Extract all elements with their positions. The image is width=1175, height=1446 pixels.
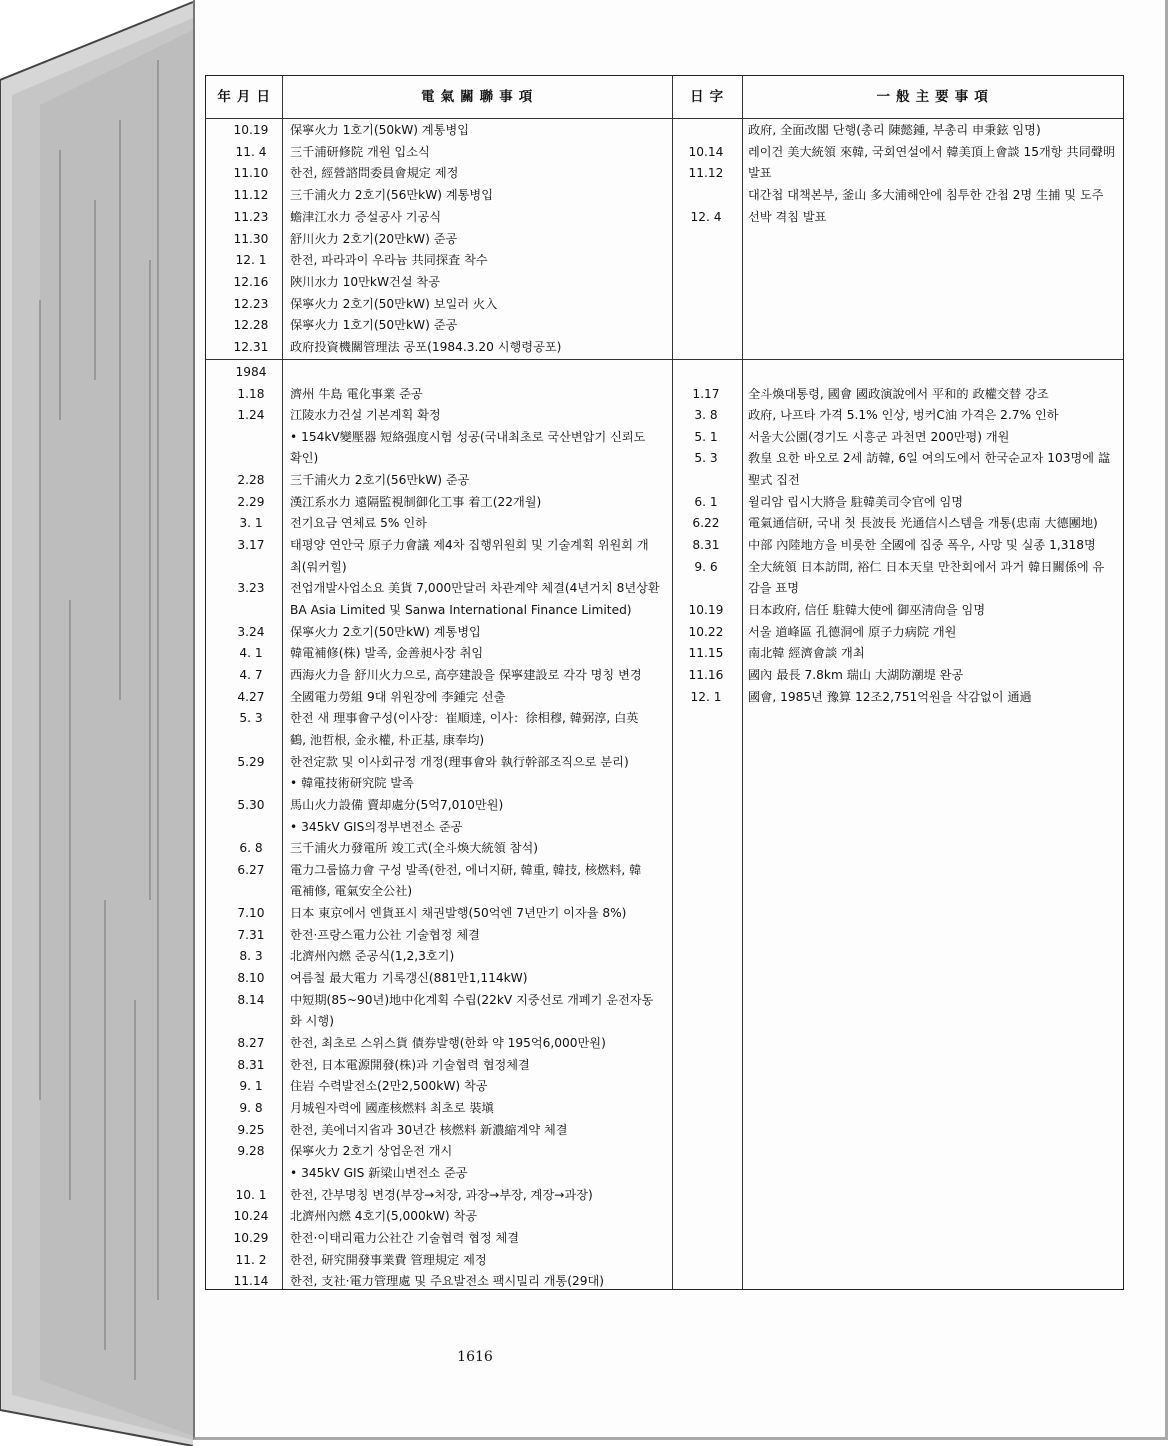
event-text: 대간첩 대책본부, 釜山 多大浦해안에 침투한 간첩 2명 生捕 및 도주 [748,188,1104,203]
event-date: 11.23 [233,209,269,224]
year-row [206,362,1123,384]
table-row [206,1206,1123,1228]
event-date: 5.30 [237,797,265,812]
event-text: 레이건 美大統領 來韓, 국회연설에서 韓美頂上會談 15개항 共同聲明 [748,144,1116,159]
event-date: 7.31 [237,927,265,942]
event-text: 한전, 經營諮問委員會規定 제정 [290,166,459,181]
event-text: 한전, 美에너지省과 30년간 核燃料 新濃縮계약 체결 [290,1122,568,1137]
table-row [206,968,1123,990]
table-row [206,535,1123,557]
event-text: 住岩 수력발전소(2만2,500kW) 착공 [290,1079,488,1094]
table-row [206,142,1123,164]
header-divider [206,118,1123,119]
table-row [206,990,1123,1012]
event-text: 태평양 연안국 原子力會議 제4차 집행위원회 및 기술계획 위원회 개 [290,538,649,553]
event-date: 12. 4 [690,209,722,224]
event-text: 한전 새 理事會구성(이사장：崔順達, 이사：徐相穆, 韓弼淳, 白英 [290,711,639,726]
table-row [206,1098,1123,1120]
event-date: 11. 4 [235,144,267,159]
table-row [206,294,1123,316]
event-date: 6. 1 [694,494,718,509]
event-text: 全大統領 日本訪問, 裕仁 日本天皇 만찬회에서 과거 韓日關係에 유 [748,559,1105,574]
event-text: 西海火力을 舒川火力으로, 高亭建設을 保寧建設로 각각 명칭 변경 [290,667,642,682]
table-row [206,1076,1123,1098]
event-date: 11.14 [233,1274,269,1289]
event-text: 윌리암 립시大將을 駐韓美司令官에 임명 [748,494,964,509]
event-text: 한전, 日本電源開發(株)과 기술협력 협정체결 [290,1057,530,1072]
table-row [206,272,1123,294]
event-date: 11.15 [688,646,724,661]
event-date: 7.10 [237,906,265,921]
table-row [206,1120,1123,1142]
event-text: 전기요금 연체료 5% 인하 [290,516,427,531]
event-date: 10.19 [688,603,724,617]
event-date: 10.29 [233,1230,269,1245]
event-text: 三千浦火力 2호기(56만kW) 계통병입 [290,188,493,203]
event-date: 3. 1 [239,516,263,531]
table-row [206,250,1123,272]
event-date: 12. 1 [235,253,267,268]
event-date: 6.22 [692,516,720,531]
event-text: 한전·프랑스電力公社 기술협정 체결 [290,927,480,942]
event-text: 전업개발사업소요 美貨 7,000만달러 차관계약 체결(4년거치 8년상환 [290,581,660,596]
event-date: 11.16 [688,667,724,682]
table-row [206,448,1123,470]
event-text: 全國電力勞組 9대 위원장에 李鍾完 선출 [290,689,506,704]
header-date: 年 月 日 [217,89,271,105]
event-text: 中短期(85~90년)地中化계획 수립(22kV 지중선로 개폐기 운전자동 [290,992,654,1007]
event-text: 中部 內陸地方을 비롯한 全國에 집중 폭우, 사망 및 실종 1,318명 [748,538,1096,553]
event-text: 三千浦火力發電所 竣工式(全斗煥大統領 참석) [290,841,538,856]
event-date: 6. 8 [239,841,263,856]
table-row [206,315,1123,337]
event-text: 최(워커힐) [290,559,347,574]
document-page [193,0,1168,1440]
event-text: 陜川水力 10만kW건설 착공 [290,274,440,289]
event-text: BA Asia Limited 및 Sanwa International Finance Limited) [290,603,632,617]
event-text: 확인) [290,451,319,466]
table-row [206,1250,1123,1272]
event-date: 5. 3 [239,711,263,726]
table-row [206,881,1123,903]
event-text: 保寧火力 2호기(50만kW) 계통병입 [290,624,481,639]
event-text: 三千浦火力 2호기(56만kW) 준공 [290,473,470,488]
table-row [206,773,1123,795]
event-date: 3. 8 [694,408,718,423]
event-date: 11. 2 [235,1252,267,1267]
event-date: 4.27 [237,689,265,704]
event-date: 12. 1 [690,689,722,704]
event-text: 政府投資機關管理法 공포(1984.3.20 시행령공포) [290,340,562,354]
table-row [206,730,1123,752]
page-number: 1616 [457,1349,493,1365]
event-date: 12.28 [233,318,269,333]
event-text: • 154kV變壓器 短絡强度시험 성공(국내최초로 국산변압기 신뢰도 [290,429,646,444]
event-date: 8.27 [237,1036,265,1050]
event-date: 1.17 [692,386,720,401]
event-date: 5. 1 [694,429,718,444]
table-row [206,643,1123,665]
event-text: 濟州 牛島 電化事業 준공 [290,386,423,401]
event-text: 鶴, 池哲根, 金永權, 朴正基, 康奉均) [290,732,485,747]
event-text: 한전, 研究開發事業費 管理規定 제정 [290,1252,487,1267]
table-row [206,903,1123,925]
event-date: 8.31 [692,538,720,553]
table-row [206,795,1123,817]
event-text: • 韓電技術研究院 발족 [290,776,414,791]
table-row [206,337,1123,359]
table-row [206,1141,1123,1163]
event-date: 2.29 [237,494,265,509]
table-row [206,384,1123,406]
event-text: 서울 道峰區 孔德洞에 原子力病院 개원 [748,624,957,639]
event-text: • 345kV GIS의정부변전소 준공 [290,819,463,834]
event-text: 電補修, 電氣安全公社) [290,884,413,899]
event-text: 蟾津江水力 증설공사 기공식 [290,209,442,224]
event-text: 保寧火力 2호기(50만kW) 보일러 火入 [290,296,498,311]
event-date: 9.25 [237,1122,265,1137]
event-date: 8.10 [237,971,265,986]
event-text: 발표 [748,166,772,181]
event-text: 保寧火力 1호기(50만kW) 준공 [290,318,458,333]
event-date: 10.19 [233,123,269,137]
table-row [206,1228,1123,1250]
event-date: 9.28 [237,1144,265,1159]
event-text: 北濟州內燃 4호기(5,000kW) 착공 [290,1209,478,1224]
event-date: 8.31 [237,1057,265,1072]
stacked-pages-graphic [0,0,200,1446]
event-date: 12.16 [233,274,269,289]
event-text: 日本 東京에서 엔貨표시 채권발행(50억엔 7년만기 이자율 8%) [290,906,627,921]
event-text: 한전, 파라과이 우라늄 共同探査 착수 [290,253,488,268]
table-row [206,600,1123,622]
event-date: 4. 1 [239,646,263,661]
table-row [206,405,1123,427]
table-row [206,578,1123,600]
event-date: 1.24 [237,408,265,423]
event-text: 日本政府, 信任 駐韓大使에 御巫淸尙을 임명 [748,603,986,617]
event-text: 화 시행) [290,1014,334,1029]
event-date: 12.31 [233,340,269,354]
event-date: 5.29 [237,754,265,769]
chronology-table [205,75,1124,1290]
event-text: 韓電補修(株) 발족, 金善昶사장 취임 [290,646,484,661]
table-row [206,752,1123,774]
event-text: 敎皇 요한 바오로 2세 訪韓, 6일 여의도에서 한국순교자 103명에 諡 [748,451,1111,466]
event-date: 3.24 [237,624,265,639]
event-text: 한전, 支社·電力管理處 및 주요발전소 팩시밀리 개통(29대) [290,1274,605,1289]
table-row [206,687,1123,709]
event-text: 馬山火力設備 賣却處分(5억7,010만원) [290,797,504,812]
event-date: 1.18 [237,386,265,401]
event-text: • 345kV GIS 新梁山변전소 준공 [290,1165,468,1180]
table-row [206,207,1123,229]
table-row [206,1163,1123,1185]
table-row [206,946,1123,968]
event-text: 감을 표명 [748,581,799,596]
event-date: 12.23 [233,296,269,311]
event-date: 4. 7 [239,667,263,682]
event-text: 月城원자력에 國產核燃料 최초로 裝塡 [290,1100,494,1115]
table-row [206,120,1123,142]
table-row [206,1033,1123,1055]
table-row [206,513,1123,535]
header-date2: 日 字 [690,89,724,105]
event-text: 서울大公園(경기도 시흥군 과천면 200만평) 개원 [748,429,1010,444]
table-row [206,1185,1123,1207]
event-text: 한전·이태리電力公社간 기술협력 협정 체결 [290,1230,520,1245]
table-row [206,185,1123,207]
table-row [206,1271,1123,1293]
table-row [206,229,1123,251]
event-date: 2.28 [237,473,265,488]
event-date: 6.27 [237,862,265,877]
event-text: 北濟州內燃 준공식(1,2,3호기) [290,949,455,964]
event-text: 한전, 최초로 스위스貨 債券발행(한화 약 195억6,000만원) [290,1036,606,1050]
event-date: 10.14 [688,144,724,159]
table-row [206,622,1123,644]
event-text: 三千浦研修院 개원 입소식 [290,144,430,159]
header-electric: 電 氣 關 聯 事 項 [421,89,533,105]
table-row [206,492,1123,514]
event-date: 8.14 [237,992,265,1007]
table-row [206,470,1123,492]
table-row [206,427,1123,449]
event-text: 한전定款 및 이사회규정 개정(理事會와 執行幹部조직으로 분리) [290,754,629,769]
event-text: 여름철 最大電力 기록갱신(881만1,114kW) [290,971,528,986]
event-text: 國會, 1985년 豫算 12조2,751억원을 삭감없이 通過 [748,689,1032,704]
table-row [206,665,1123,687]
event-date: 11.30 [233,231,269,246]
event-date: 11.12 [688,166,724,181]
header-general: 一 般 主 要 事 項 [876,89,989,105]
event-text: 한전, 간부명칭 변경(부장→처장, 과장→부장, 계장→과장) [290,1187,593,1202]
table-row [206,1055,1123,1077]
table-row [206,557,1123,579]
event-date: 5. 3 [694,451,718,466]
book-edge-shadow [0,0,200,1446]
event-text: 電力그룹協力會 구성 발족(한전, 에너지研, 韓重, 韓技, 核燃料, 韓 [290,862,642,877]
event-date: 3.17 [237,538,265,553]
event-text: 全斗煥대통령, 國會 國政演說에서 平和的 政權交替 강조 [748,386,1049,401]
event-date: 10.22 [688,624,724,639]
event-date: 10. 1 [235,1187,267,1202]
year-label: 1984 [235,365,267,379]
event-text: 聖式 집전 [748,473,800,488]
event-text: 政府, 나프타 가격 5.1% 인상, 벙커C油 가격은 2.7% 인하 [748,408,1059,423]
event-text: 漢江系水力 遠隔監視制御化工事 着工(22개월) [290,494,542,509]
event-date: 8. 3 [239,949,263,964]
table-row [206,838,1123,860]
table-row [206,860,1123,882]
event-date: 11.10 [233,166,269,181]
event-date: 3.23 [237,581,265,596]
year-divider [206,359,1123,360]
event-text: 南北韓 經濟會談 개최 [748,646,865,661]
table-row [206,925,1123,947]
event-text: 政府, 全面改閣 단행(총리 陳懿鍾, 부총리 申秉鉉 임명) [748,123,1041,137]
table-row [206,708,1123,730]
event-text: 保寧火力 1호기(50kW) 계통병입 [290,123,470,137]
event-text: 江陵水力건설 기본계획 확정 [290,408,441,423]
event-text: 保寧火力 2호기 상업운전 개시 [290,1144,453,1159]
event-date: 9. 6 [694,559,718,574]
table-row [206,1011,1123,1033]
event-text: 電氣通信研, 국내 첫 長波長 光通信시스템을 개통(忠南 大德團地) [748,516,1098,531]
table-row [206,163,1123,185]
event-date: 9. 1 [239,1079,263,1094]
event-date: 9. 8 [239,1100,263,1115]
event-date: 10.24 [233,1209,269,1224]
event-text: 선박 격침 발표 [748,209,827,224]
event-text: 國內 最長 7.8km 瑞山 大湖防潮堤 완공 [748,667,964,682]
event-date: 11.12 [233,188,269,203]
event-text: 舒川火力 2호기(20만kW) 준공 [290,231,458,246]
table-row [206,817,1123,839]
